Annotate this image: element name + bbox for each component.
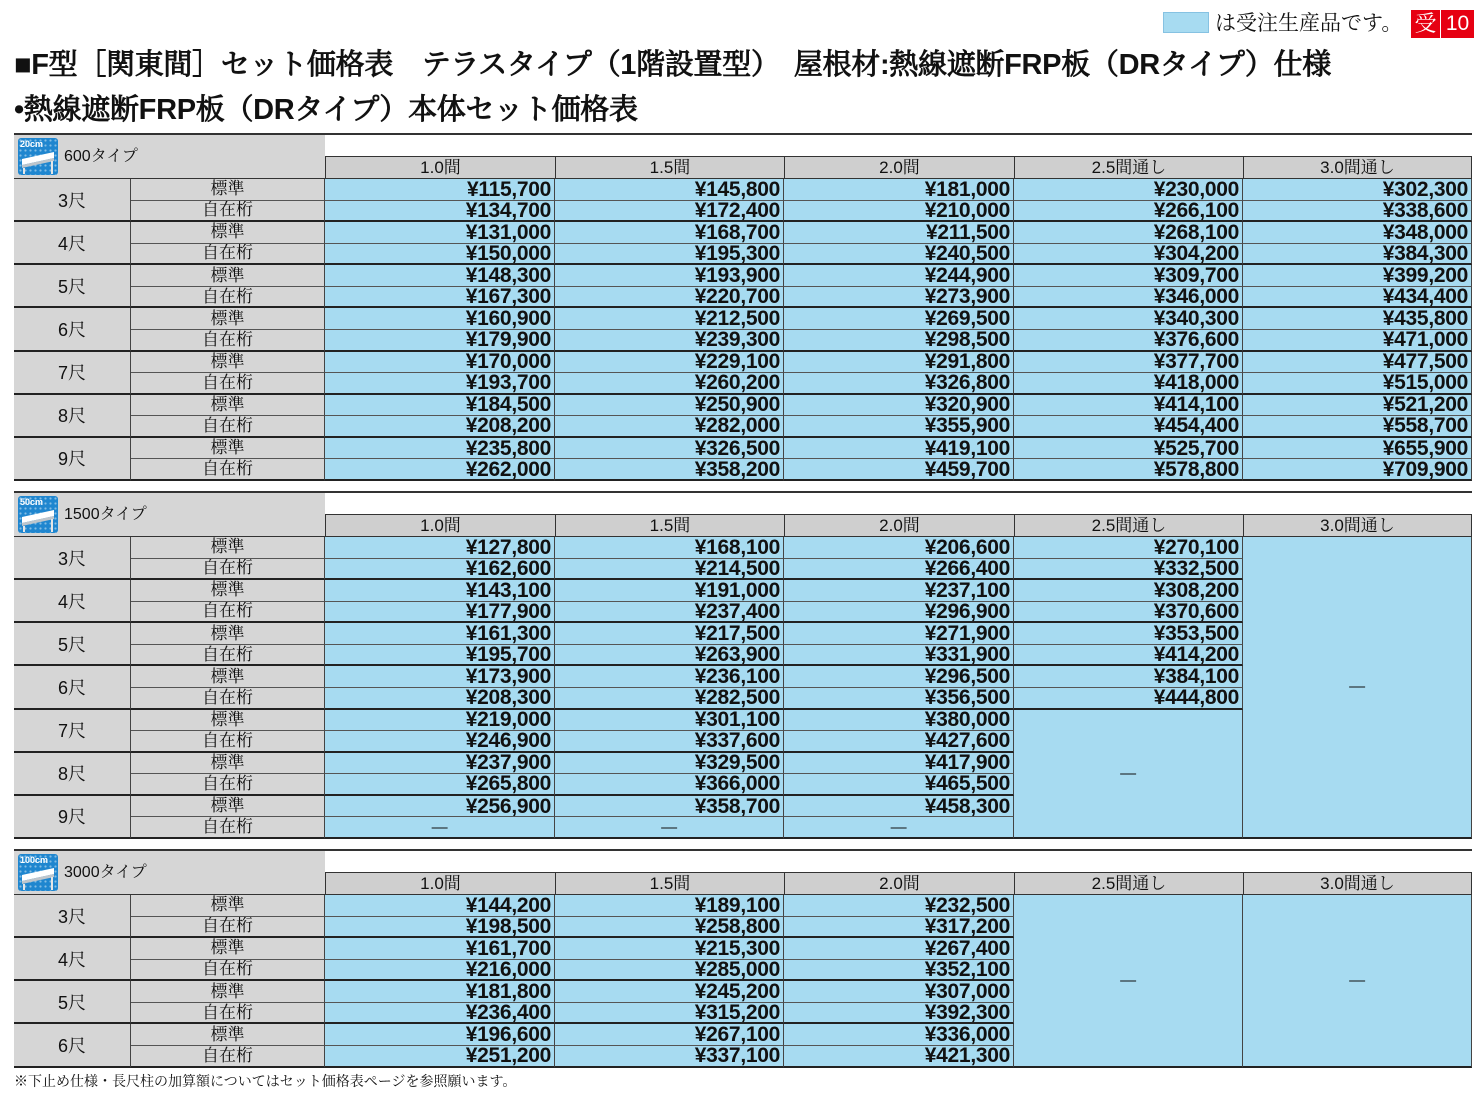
price-cell: ¥220,700 bbox=[555, 287, 784, 309]
row-label-free: 自在桁 bbox=[131, 731, 325, 753]
price-grid bbox=[14, 178, 1472, 481]
price-cell: ¥193,900 bbox=[555, 265, 784, 287]
price-cell: ¥477,500 bbox=[1243, 352, 1472, 374]
row-label-free: 自在桁 bbox=[131, 201, 325, 223]
price-cell: ¥219,000 bbox=[325, 710, 555, 732]
icon-size-label: 100cm bbox=[20, 855, 49, 865]
row-label-free: 自在桁 bbox=[131, 645, 325, 667]
price-cell: ¥444,800 bbox=[1014, 688, 1243, 710]
price-cell: ¥148,300 bbox=[325, 265, 555, 287]
price-cell: ¥558,700 bbox=[1243, 416, 1472, 438]
section-header bbox=[14, 493, 1472, 536]
price-cell: ¥326,800 bbox=[784, 373, 1014, 395]
type-label: 3000タイプ bbox=[64, 864, 147, 881]
size-label: 6尺 bbox=[14, 308, 131, 351]
price-cell: ¥291,800 bbox=[784, 352, 1014, 374]
page-title: ■F型［関東間］セット価格表 テラスタイプ（1階設置型） 屋根材:熱線遮断FRP板（DRタイプ）仕様 bbox=[14, 49, 1331, 81]
row-label-standard: 標準 bbox=[131, 1024, 325, 1046]
icon-size-label: 50cm bbox=[20, 497, 44, 507]
price-cell: ¥414,200 bbox=[1014, 645, 1243, 667]
merged-cell: — bbox=[1014, 710, 1243, 839]
price-cell: ¥115,700 bbox=[325, 179, 555, 201]
price-cell: ¥181,800 bbox=[325, 981, 555, 1003]
price-cell: ¥168,700 bbox=[555, 222, 784, 244]
row-label-standard: 標準 bbox=[131, 623, 325, 645]
price-cell: ¥263,900 bbox=[555, 645, 784, 667]
size-label: 5尺 bbox=[14, 623, 131, 666]
price-cell: ¥465,500 bbox=[784, 774, 1014, 796]
price-cell: ¥285,000 bbox=[555, 960, 784, 982]
price-cell: ¥211,500 bbox=[784, 222, 1014, 244]
size-label: 6尺 bbox=[14, 1024, 131, 1067]
price-cell: ¥161,300 bbox=[325, 623, 555, 645]
row-label-standard: 標準 bbox=[131, 395, 325, 417]
price-cell: ¥269,500 bbox=[784, 308, 1014, 330]
price-cell: ¥273,900 bbox=[784, 287, 1014, 309]
price-cell: ¥167,300 bbox=[325, 287, 555, 309]
price-cell: ¥296,500 bbox=[784, 666, 1014, 688]
column-header: 1.5間 bbox=[555, 872, 784, 894]
column-header: 2.0間 bbox=[784, 872, 1014, 894]
price-cell: ¥258,800 bbox=[555, 917, 784, 939]
row-label-standard: 標準 bbox=[131, 537, 325, 559]
size-label: 7尺 bbox=[14, 352, 131, 395]
row-label-free: 自在桁 bbox=[131, 1003, 325, 1025]
column-header: 1.0間 bbox=[325, 872, 555, 894]
type-label-box bbox=[14, 851, 325, 894]
price-cell: ¥521,200 bbox=[1243, 395, 1472, 417]
price-table-section bbox=[14, 133, 1472, 481]
order-badge: 受 bbox=[1411, 10, 1440, 38]
column-header: 3.0間通し bbox=[1243, 514, 1472, 536]
footnote: ※下止め仕様・長尺柱の加算額についてはセット価格表ページを参照願います。 bbox=[14, 1073, 517, 1089]
size-label: 4尺 bbox=[14, 222, 131, 265]
price-cell: ¥331,900 bbox=[784, 645, 1014, 667]
row-label-standard: 標準 bbox=[131, 352, 325, 374]
price-cell: ¥250,900 bbox=[555, 395, 784, 417]
size-label: 9尺 bbox=[14, 438, 131, 481]
price-grid bbox=[14, 894, 1472, 1068]
size-label: 3尺 bbox=[14, 179, 131, 222]
price-cell: ¥380,000 bbox=[784, 710, 1014, 732]
price-cell: ¥336,000 bbox=[784, 1024, 1014, 1046]
price-cell: ¥459,700 bbox=[784, 459, 1014, 481]
price-cell: ¥435,800 bbox=[1243, 308, 1472, 330]
price-cell: ¥309,700 bbox=[1014, 265, 1243, 287]
size-label: 4尺 bbox=[14, 938, 131, 981]
price-cell: ¥353,500 bbox=[1014, 623, 1243, 645]
price-cell: ¥217,500 bbox=[555, 623, 784, 645]
price-cell: ¥377,700 bbox=[1014, 352, 1243, 374]
price-cell: ¥208,300 bbox=[325, 688, 555, 710]
price-cell: ¥332,500 bbox=[1014, 559, 1243, 581]
price-cell: ¥340,300 bbox=[1014, 308, 1243, 330]
merged-cell: — bbox=[1014, 895, 1243, 1068]
price-cell: ¥216,000 bbox=[325, 960, 555, 982]
merged-cell: — bbox=[1243, 895, 1472, 1068]
column-header: 3.0間通し bbox=[1243, 156, 1472, 178]
size-label: 7尺 bbox=[14, 710, 131, 753]
type-label: 600タイプ bbox=[64, 148, 138, 165]
column-header: 2.5間通し bbox=[1014, 156, 1243, 178]
size-label: 5尺 bbox=[14, 265, 131, 308]
price-cell: ¥229,100 bbox=[555, 352, 784, 374]
price-cell: ¥215,300 bbox=[555, 938, 784, 960]
size-label: 8尺 bbox=[14, 395, 131, 438]
price-cell: ¥337,100 bbox=[555, 1046, 784, 1068]
price-cell: ¥282,500 bbox=[555, 688, 784, 710]
page-subtitle: •熱線遮断FRP板（DRタイプ）本体セット価格表 bbox=[14, 94, 638, 126]
price-cell: ¥184,500 bbox=[325, 395, 555, 417]
terrace-50cm-icon bbox=[18, 496, 58, 533]
price-cell: ¥189,100 bbox=[555, 895, 784, 917]
price-cell: ¥308,200 bbox=[1014, 580, 1243, 602]
price-cell: ¥317,200 bbox=[784, 917, 1014, 939]
column-header: 2.5間通し bbox=[1014, 872, 1243, 894]
price-cell: ¥237,100 bbox=[784, 580, 1014, 602]
price-cell: ¥267,100 bbox=[555, 1024, 784, 1046]
row-label-standard: 標準 bbox=[131, 179, 325, 201]
price-cell: ¥352,100 bbox=[784, 960, 1014, 982]
row-label-free: 自在桁 bbox=[131, 330, 325, 352]
price-cell: ¥417,900 bbox=[784, 753, 1014, 775]
price-cell: ¥326,500 bbox=[555, 438, 784, 460]
price-cell: ¥160,900 bbox=[325, 308, 555, 330]
column-header: 1.5間 bbox=[555, 514, 784, 536]
size-label: 3尺 bbox=[14, 895, 131, 938]
price-cell: ¥195,700 bbox=[325, 645, 555, 667]
price-cell: ¥358,700 bbox=[555, 796, 784, 818]
row-label-standard: 標準 bbox=[131, 666, 325, 688]
price-cell: ¥256,900 bbox=[325, 796, 555, 818]
price-cell: ¥358,200 bbox=[555, 459, 784, 481]
row-label-free: 自在桁 bbox=[131, 688, 325, 710]
price-cell: ¥366,000 bbox=[555, 774, 784, 796]
price-cell: ¥307,000 bbox=[784, 981, 1014, 1003]
price-cell: ¥709,900 bbox=[1243, 459, 1472, 481]
size-label: 8尺 bbox=[14, 753, 131, 796]
price-cell: ¥145,800 bbox=[555, 179, 784, 201]
price-cell: ¥177,900 bbox=[325, 602, 555, 624]
price-cell: ¥181,000 bbox=[784, 179, 1014, 201]
price-cell: ¥421,300 bbox=[784, 1046, 1014, 1068]
price-cell: ¥236,100 bbox=[555, 666, 784, 688]
row-label-standard: 標準 bbox=[131, 265, 325, 287]
price-cell: ¥131,000 bbox=[325, 222, 555, 244]
price-cell: ¥419,100 bbox=[784, 438, 1014, 460]
price-cell: ¥302,300 bbox=[1243, 179, 1472, 201]
icon-size-label: 20cm bbox=[20, 139, 44, 149]
price-cell: ¥329,500 bbox=[555, 753, 784, 775]
row-label-standard: 標準 bbox=[131, 222, 325, 244]
price-cell: ¥315,200 bbox=[555, 1003, 784, 1025]
price-cell: ¥127,800 bbox=[325, 537, 555, 559]
price-cell: ¥268,100 bbox=[1014, 222, 1243, 244]
column-header: 2.0間 bbox=[784, 514, 1014, 536]
price-cell: ¥266,400 bbox=[784, 559, 1014, 581]
price-cell: ¥458,300 bbox=[784, 796, 1014, 818]
price-cell: ¥193,700 bbox=[325, 373, 555, 395]
row-label-free: 自在桁 bbox=[131, 602, 325, 624]
row-label-free: 自在桁 bbox=[131, 373, 325, 395]
size-label: 3尺 bbox=[14, 537, 131, 580]
price-grid bbox=[14, 536, 1472, 839]
column-header: 1.0間 bbox=[325, 514, 555, 536]
price-cell: ¥376,600 bbox=[1014, 330, 1243, 352]
price-cell: ¥355,900 bbox=[784, 416, 1014, 438]
price-cell: ¥298,500 bbox=[784, 330, 1014, 352]
size-label: 4尺 bbox=[14, 580, 131, 623]
merged-cell: — bbox=[1243, 537, 1472, 839]
price-cell: ¥144,200 bbox=[325, 895, 555, 917]
column-header: 1.5間 bbox=[555, 156, 784, 178]
price-cell: ¥245,200 bbox=[555, 981, 784, 1003]
made-to-order-legend: は受注生産品です。 bbox=[1215, 12, 1403, 35]
price-table-section bbox=[14, 491, 1472, 839]
price-cell: ¥301,100 bbox=[555, 710, 784, 732]
price-cell: ¥655,900 bbox=[1243, 438, 1472, 460]
price-cell: ¥434,400 bbox=[1243, 287, 1472, 309]
row-label-standard: 標準 bbox=[131, 938, 325, 960]
row-label-standard: 標準 bbox=[131, 895, 325, 917]
price-cell: ¥168,100 bbox=[555, 537, 784, 559]
price-cell: ¥262,000 bbox=[325, 459, 555, 481]
row-label-free: 自在桁 bbox=[131, 459, 325, 481]
price-cell: ¥244,900 bbox=[784, 265, 1014, 287]
terrace-100cm-icon bbox=[18, 854, 58, 891]
row-label-free: 自在桁 bbox=[131, 774, 325, 796]
price-cell: ¥384,100 bbox=[1014, 666, 1243, 688]
price-cell: ¥162,600 bbox=[325, 559, 555, 581]
price-cell: ¥414,100 bbox=[1014, 395, 1243, 417]
price-cell: ¥578,800 bbox=[1014, 459, 1243, 481]
price-cell: ¥208,200 bbox=[325, 416, 555, 438]
price-cell: ¥134,700 bbox=[325, 201, 555, 223]
price-cell: ¥195,300 bbox=[555, 244, 784, 266]
row-label-free: 自在桁 bbox=[131, 917, 325, 939]
price-cell: ¥143,100 bbox=[325, 580, 555, 602]
price-cell: ¥515,000 bbox=[1243, 373, 1472, 395]
type-label: 1500タイプ bbox=[64, 506, 147, 523]
type-label-box bbox=[14, 135, 325, 178]
price-cell: ¥237,400 bbox=[555, 602, 784, 624]
column-header: 2.5間通し bbox=[1014, 514, 1243, 536]
price-cell: ¥304,200 bbox=[1014, 244, 1243, 266]
price-cell: ¥172,400 bbox=[555, 201, 784, 223]
price-cell: ¥237,900 bbox=[325, 753, 555, 775]
price-cell: — bbox=[325, 817, 555, 839]
size-label: 9尺 bbox=[14, 796, 131, 839]
price-cell: — bbox=[555, 817, 784, 839]
price-cell: ¥196,600 bbox=[325, 1024, 555, 1046]
row-label-standard: 標準 bbox=[131, 710, 325, 732]
price-cell: ¥179,900 bbox=[325, 330, 555, 352]
terrace-20cm-icon bbox=[18, 138, 58, 175]
price-cell: ¥214,500 bbox=[555, 559, 784, 581]
price-cell: ¥232,500 bbox=[784, 895, 1014, 917]
row-label-free: 自在桁 bbox=[131, 244, 325, 266]
price-cell: ¥212,500 bbox=[555, 308, 784, 330]
row-label-free: 自在桁 bbox=[131, 960, 325, 982]
price-cell: ¥260,200 bbox=[555, 373, 784, 395]
price-cell: ¥338,600 bbox=[1243, 201, 1472, 223]
column-header: 3.0間通し bbox=[1243, 872, 1472, 894]
price-table-section bbox=[14, 849, 1472, 1068]
price-cell: ¥270,100 bbox=[1014, 537, 1243, 559]
price-cell: ¥267,400 bbox=[784, 938, 1014, 960]
price-cell: ¥392,300 bbox=[784, 1003, 1014, 1025]
size-label: 6尺 bbox=[14, 666, 131, 709]
row-label-standard: 標準 bbox=[131, 308, 325, 330]
made-to-order-swatch bbox=[1163, 12, 1209, 33]
price-cell: ¥454,400 bbox=[1014, 416, 1243, 438]
price-cell: ¥236,400 bbox=[325, 1003, 555, 1025]
column-header-row bbox=[325, 514, 1472, 536]
price-cell: ¥320,900 bbox=[784, 395, 1014, 417]
price-cell: ¥240,500 bbox=[784, 244, 1014, 266]
price-cell: ¥337,600 bbox=[555, 731, 784, 753]
price-cell: ¥198,500 bbox=[325, 917, 555, 939]
row-label-standard: 標準 bbox=[131, 580, 325, 602]
price-cell: ¥161,700 bbox=[325, 938, 555, 960]
row-label-free: 自在桁 bbox=[131, 416, 325, 438]
size-label: 5尺 bbox=[14, 981, 131, 1024]
price-cell: ¥239,300 bbox=[555, 330, 784, 352]
row-label-free: 自在桁 bbox=[131, 1046, 325, 1068]
price-cell: ¥246,900 bbox=[325, 731, 555, 753]
column-header-row bbox=[325, 156, 1472, 178]
row-label-free: 自在桁 bbox=[131, 287, 325, 309]
column-header-row bbox=[325, 872, 1472, 894]
order-badge-number: 10 bbox=[1441, 10, 1474, 38]
price-cell: ¥173,900 bbox=[325, 666, 555, 688]
price-cell: ¥370,600 bbox=[1014, 602, 1243, 624]
row-label-standard: 標準 bbox=[131, 796, 325, 818]
column-header: 1.0間 bbox=[325, 156, 555, 178]
price-cell: ¥230,000 bbox=[1014, 179, 1243, 201]
price-cell: ¥384,300 bbox=[1243, 244, 1472, 266]
section-header bbox=[14, 135, 1472, 178]
price-cell: ¥399,200 bbox=[1243, 265, 1472, 287]
price-cell: ¥251,200 bbox=[325, 1046, 555, 1068]
price-cell: ¥210,000 bbox=[784, 201, 1014, 223]
price-cell: — bbox=[784, 817, 1014, 839]
price-cell: ¥150,000 bbox=[325, 244, 555, 266]
price-cell: ¥265,800 bbox=[325, 774, 555, 796]
type-label-box bbox=[14, 493, 325, 536]
price-cell: ¥471,000 bbox=[1243, 330, 1472, 352]
price-cell: ¥346,000 bbox=[1014, 287, 1243, 309]
price-cell: ¥282,000 bbox=[555, 416, 784, 438]
price-cell: ¥235,800 bbox=[325, 438, 555, 460]
row-label-standard: 標準 bbox=[131, 753, 325, 775]
price-cell: ¥271,900 bbox=[784, 623, 1014, 645]
price-cell: ¥348,000 bbox=[1243, 222, 1472, 244]
row-label-standard: 標準 bbox=[131, 981, 325, 1003]
price-cell: ¥170,000 bbox=[325, 352, 555, 374]
price-cell: ¥266,100 bbox=[1014, 201, 1243, 223]
section-header bbox=[14, 851, 1472, 894]
price-cell: ¥427,600 bbox=[784, 731, 1014, 753]
price-cell: ¥206,600 bbox=[784, 537, 1014, 559]
price-cell: ¥525,700 bbox=[1014, 438, 1243, 460]
column-header: 2.0間 bbox=[784, 156, 1014, 178]
price-cell: ¥418,000 bbox=[1014, 373, 1243, 395]
row-label-standard: 標準 bbox=[131, 438, 325, 460]
row-label-free: 自在桁 bbox=[131, 817, 325, 839]
price-cell: ¥296,900 bbox=[784, 602, 1014, 624]
price-cell: ¥191,000 bbox=[555, 580, 784, 602]
row-label-free: 自在桁 bbox=[131, 559, 325, 581]
price-cell: ¥356,500 bbox=[784, 688, 1014, 710]
